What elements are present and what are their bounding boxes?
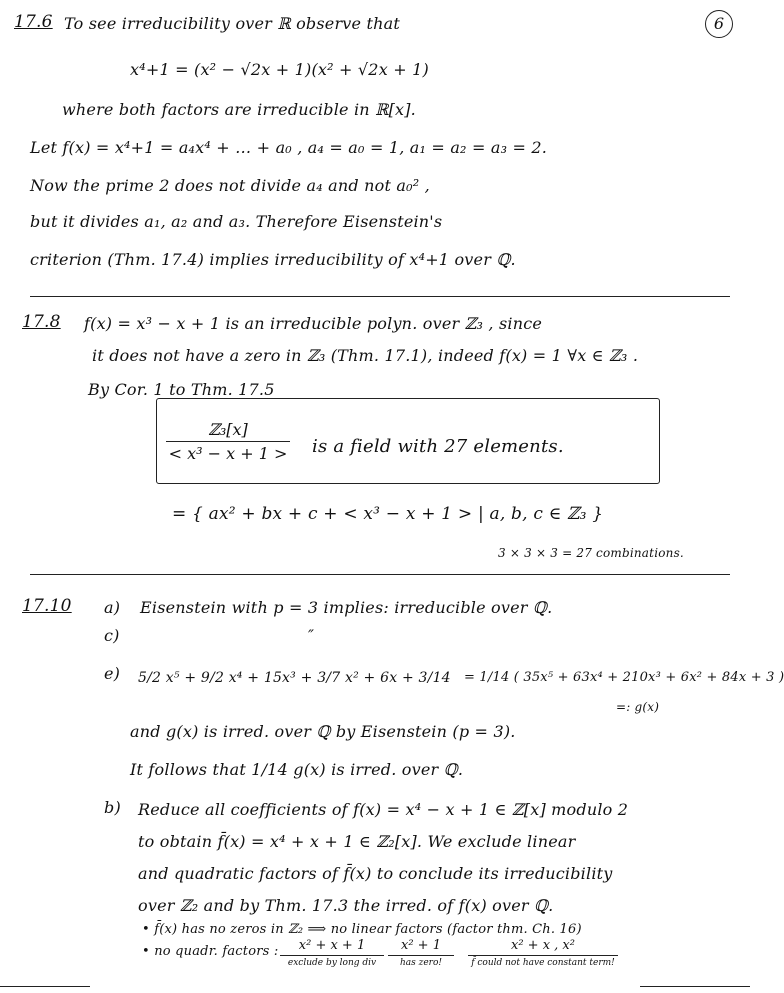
ex-17-6-line-4: Let f(x) = x⁴+1 = a₄x⁴ + … + a₀ , a₄ = a₀ = 1, a₁ = a₂ = a₃ = 2. bbox=[30, 138, 548, 157]
part-a-label: a) bbox=[104, 598, 121, 617]
part-e-factored: = 1/14 ( 35x⁵ + 63x⁴ + 210x³ + 6x² + 84x + 3 ) bbox=[464, 670, 784, 685]
ex-17-8-line-3: By Cor. 1 to Thm. 17.5 bbox=[88, 380, 275, 399]
exercise-17-10-label: 17.10 bbox=[22, 596, 72, 616]
ex-17-6-line-5: Now the prime 2 does not divide a₄ and not a₀² , bbox=[30, 176, 430, 195]
field-set-description: = { ax² + bx + c + < x³ − x + 1 > | a, b, c ∈ ℤ₃ } bbox=[172, 504, 604, 524]
bullet-no-quadratic-factors: • no quadr. factors : bbox=[142, 944, 279, 959]
part-e-line-3: It follows that 1/14 g(x) is irred. over ℚ. bbox=[130, 760, 464, 779]
part-e-label: e) bbox=[104, 664, 121, 683]
quadratic-candidate-2-poly: x² + 1 bbox=[401, 938, 441, 953]
ex-17-6-line-7: criterion (Thm. 17.4) implies irreducibility of x⁴+1 over ℚ. bbox=[30, 250, 516, 269]
candidate-3-underline bbox=[468, 955, 618, 956]
exercise-17-8-label: 17.8 bbox=[22, 312, 61, 332]
part-b-label: b) bbox=[104, 798, 121, 817]
candidate-1-underline bbox=[280, 955, 384, 956]
quadratic-candidate-1-note: exclude by long div bbox=[287, 958, 377, 968]
g-definition: =: g(x) bbox=[616, 700, 660, 714]
ex-17-6-line-6: but it divides a₁, a₂ and a₃. Therefore Eisenstein's bbox=[30, 212, 443, 231]
quotient-numerator: ℤ₃[x] bbox=[208, 420, 248, 439]
bottom-edge-rule-left bbox=[0, 986, 90, 987]
candidate-2-underline bbox=[388, 955, 454, 956]
quadratic-candidate-3-poly: x² + x , x² bbox=[511, 938, 575, 953]
ex-17-6-line-2: x⁴+1 = (x² − √2x + 1)(x² + √2x + 1) bbox=[130, 60, 429, 79]
page-number: 6 bbox=[705, 10, 733, 38]
quadratic-candidate-3-note: f̄ could not have constant term! bbox=[471, 958, 615, 968]
part-c-label: c) bbox=[104, 626, 120, 645]
quadratic-candidate-1 bbox=[280, 938, 384, 968]
fraction-bar bbox=[166, 441, 290, 442]
part-a-text: Eisenstein with p = 3 implies: irreducible over ℚ. bbox=[140, 598, 553, 617]
bullet-no-linear-factors: • f̄(x) has no zeros in ℤ₂ ⟹ no linear factors (factor thm. Ch. 16) bbox=[142, 922, 582, 937]
ex-17-6-line-3: where both factors are irreducible in ℝ[x]. bbox=[62, 100, 416, 119]
combinations-count: 3 × 3 × 3 = 27 combinations. bbox=[498, 546, 684, 560]
ex-17-8-line-1: f(x) = x³ − x + 1 is an irreducible polyn. over ℤ₃ , since bbox=[84, 314, 543, 333]
ex-17-8-line-2: it does not have a zero in ℤ₃ (Thm. 17.1), indeed f(x) = 1 ∀x ∈ ℤ₃ . bbox=[92, 346, 639, 365]
part-b-line-4: over ℤ₂ and by Thm. 17.3 the irred. of f(x) over ℚ. bbox=[138, 896, 554, 915]
ex-17-6-line-1: To see irreducibility over ℝ observe that bbox=[64, 14, 400, 33]
part-c-ditto: ″ bbox=[308, 626, 315, 645]
part-b-line-2: to obtain f̄(x) = x⁴ + x + 1 ∈ ℤ₂[x]. We exclude linear bbox=[138, 832, 576, 851]
quadratic-candidate-1-poly: x² + x + 1 bbox=[298, 938, 366, 953]
part-e-line-2: and g(x) is irred. over ℚ by Eisenstein (p = 3). bbox=[130, 722, 516, 741]
quotient-ring-fraction bbox=[166, 420, 290, 463]
quadratic-candidate-2 bbox=[388, 938, 454, 968]
quadratic-candidate-3 bbox=[468, 938, 618, 968]
part-e-polynomial: 5/2 x⁵ + 9/2 x⁴ + 15x³ + 3/7 x² + 6x + 3/14 bbox=[138, 670, 451, 686]
part-b-line-1: Reduce all coefficients of f(x) = x⁴ − x + 1 ∈ ℤ[x] modulo 2 bbox=[138, 800, 629, 819]
box-statement: is a field with 27 elements. bbox=[312, 436, 564, 457]
divider-1 bbox=[30, 296, 730, 297]
quotient-denominator: < x³ − x + 1 > bbox=[168, 444, 288, 463]
quadratic-candidate-2-note: has zero! bbox=[399, 958, 443, 968]
exercise-17-6-label: 17.6 bbox=[14, 12, 53, 32]
divider-2 bbox=[30, 574, 730, 575]
bottom-edge-rule-right bbox=[640, 986, 750, 987]
part-b-line-3: and quadratic factors of f̄(x) to conclude its irreducibility bbox=[138, 864, 613, 883]
